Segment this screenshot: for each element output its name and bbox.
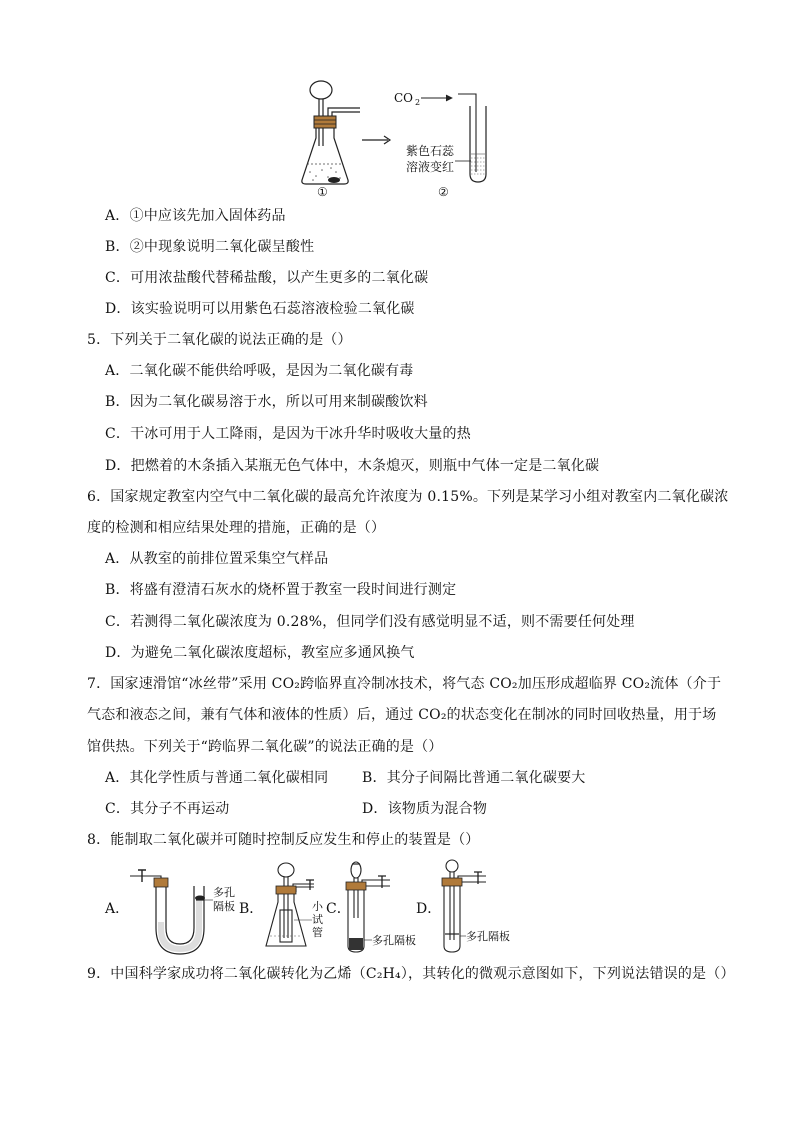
q5-option-d: D．把燃着的木条插入某瓶无色气体中，木条熄灭，则瓶中气体一定是二氧化碳: [105, 458, 600, 474]
q5-stem: 5．下列关于二氧化碳的说法正确的是（）: [87, 332, 352, 348]
co2-experiment-figure: [300, 76, 500, 198]
flask-funnel-icon: [310, 81, 332, 146]
q6-option-c: C．若测得二氧化碳浓度为 0.28%，但同学们没有感觉明显不适，则不需要任何处理: [105, 614, 635, 630]
q4-option-a: A．①中应该先加入固体药品: [105, 208, 286, 224]
solution-label-line2: 溶液变红: [406, 160, 455, 174]
q8-b-annot-line2: 试: [312, 913, 323, 926]
q8-a-annot-line1: 多孔: [213, 886, 235, 899]
q8-a-annot-line2: 隔板: [213, 900, 235, 913]
q5-option-b: B．因为二氧化碳易溶于水，所以可用来制碳酸饮料: [105, 394, 428, 410]
delivery-tube-icon: [328, 108, 360, 116]
gas-arrow-icon: [446, 95, 452, 101]
q5-option-c: C．干冰可用于人工降雨，是因为干冰升华时吸收大量的热: [105, 426, 471, 442]
gas-label-subscript: 2: [415, 98, 421, 107]
q7-stem-line3: 馆供热。下列关于“跨临界二氧化碳”的说法正确的是（）: [87, 739, 443, 755]
q8-b-annot-line3: 管: [312, 926, 323, 939]
q8-c-annot: 多孔隔板: [372, 934, 416, 947]
apparatus-mark-2: ②: [438, 185, 449, 198]
q8-b-annot-line1: 小: [312, 900, 323, 913]
q7-option-d: D．该物质为混合物: [362, 801, 488, 817]
q4-option-d: D．该实验说明可以用紫色石蕊溶液检验二氧化碳: [105, 301, 415, 317]
q7-option-c: C．其分子不再运动: [105, 801, 230, 817]
apparatus-mark-1: ①: [317, 185, 328, 198]
q6-option-a: A．从教室的前排位置采集空气样品: [105, 551, 329, 567]
q7-stem-line1: 7．国家速滑馆“冰丝带”采用 CO₂跨临界直冷制冰技术，将气态 CO₂加压形成超临界 CO₂流体（介于: [87, 676, 722, 692]
rubber-stopper-icon: [314, 116, 336, 128]
solution-label-line1: 紫色石蕊: [406, 144, 455, 158]
q7-option-b: B．其分子间隔比普通二氧化碳要大: [362, 770, 586, 786]
q8-apparatus-figure: [100, 858, 520, 958]
conical-flask-icon: [302, 128, 348, 184]
q7-stem-line2: 气态和液态之间，兼有气体和液体的性质）后，通过 CO₂的状态变化在制冰的同时回收热量，用于场: [87, 707, 717, 723]
gas-label: CO: [394, 91, 414, 105]
test-tube-icon: [470, 106, 486, 182]
q5-option-a: A．二氧化碳不能供给呼吸，是因为二氧化碳有毒: [105, 363, 414, 379]
q6-option-b: B．将盛有澄清石灰水的烧杯置于教室一段时间进行测定: [105, 582, 457, 598]
q6-stem-line2: 度的检测和相应结果处理的措施，正确的是（）: [87, 520, 386, 536]
q7-option-a: A．其化学性质与普通二氧化碳相同: [105, 770, 329, 786]
q8-stem: 8．能制取二氧化碳并可随时控制反应发生和停止的装置是（）: [87, 832, 480, 848]
q8-label-d: D．: [416, 901, 442, 917]
q9-stem: 9．中国科学家成功将二氧化碳转化为乙烯（C₂H₄），其转化的微观示意图如下，下列说法错误的是（）: [87, 966, 735, 982]
q4-option-c: C．可用浓盐酸代替稀盐酸，以产生更多的二氧化碳: [105, 270, 429, 286]
q8-label-c: C．: [326, 901, 351, 917]
q8-d-annot: 多孔隔板: [466, 930, 510, 943]
q8-label-b: B．: [239, 901, 264, 917]
q6-stem-line1: 6．国家规定教室内空气中二氧化碳的最高允许浓度为 0.15%。下列是某学习小组对教室内二氧化碳浓: [87, 489, 729, 505]
q8-label-a: A．: [105, 901, 130, 917]
q6-option-d: D．为避免二氧化碳浓度超标，教室应多通风换气: [105, 645, 415, 661]
flask-with-small-tube-icon: [266, 863, 314, 946]
q4-option-b: B．②中现象说明二氧化碳呈酸性: [105, 239, 315, 255]
